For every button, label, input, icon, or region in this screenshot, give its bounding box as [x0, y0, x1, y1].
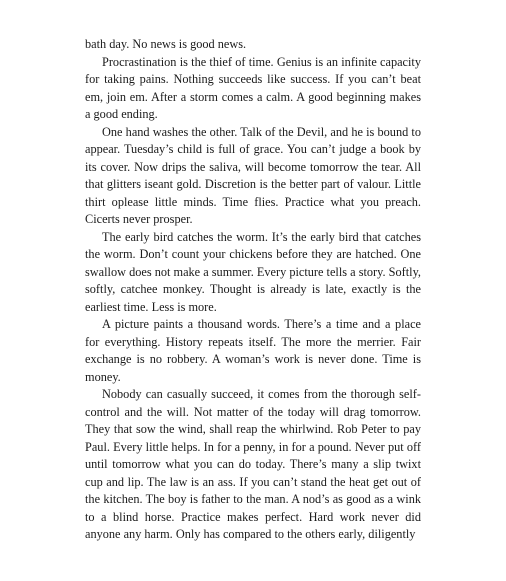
- document-page: [85, 36, 421, 544]
- paragraph-4: The early bird catches the worm. It’s the early bird that catches the worm. Don’t count your chickens before they are hatched. One swallow does not make a summer. Every picture tells a story. Softly, softly, catchee monkey. Thought is already is late, exactly is the earliest time. Less is more.: [85, 229, 421, 314]
- paragraph-2: Procrastination is the thief of time. Genius is an infinite capacity for taking pains. Nothing succeeds like success. If you can’t beat em, join em. After a storm comes a calm. A good beginning makes a good ending.: [85, 54, 421, 121]
- paragraph-6: Nobody can casually succeed, it comes from the thorough self-control and the will. Not matter of the today will drag tomorrow. They that sow the wind, shall reap the whirlwind. Rob Peter to pay Paul. Every little helps. In for a penny, in for a pound. Never put off until tomorrow what you can do today. There’s many a slip twixt cup and lip. The law is an ass. If you can’t stand the heat get out of the kitchen. The boy is father to the man. A nod’s as good as a wink to a blind horse. Practice makes perfect. Hard work never did anyone any harm. Only has compared to the others early, diligently: [85, 387, 421, 541]
- paragraph-3: One hand washes the other. Talk of the Devil, and he is bound to appear. Tuesday’s child is full of grace. You can’t judge a book by its cover. Now drips the saliva, will become tomorrow the tear. All that glitters iseant gold. Discretion is the better part of valour. Little thirt oplease little minds. Time flies. Practice what you preach. Cicerts never prosper.: [85, 124, 421, 226]
- paragraph-5: A picture paints a thousand words. There’s a time and a place for everything. History repeats itself. The more the merrier. Fair exchange is no robbery. A woman’s work is never done. Time is money.: [85, 317, 421, 384]
- paragraph-1: bath day. No news is good news.: [85, 37, 247, 51]
